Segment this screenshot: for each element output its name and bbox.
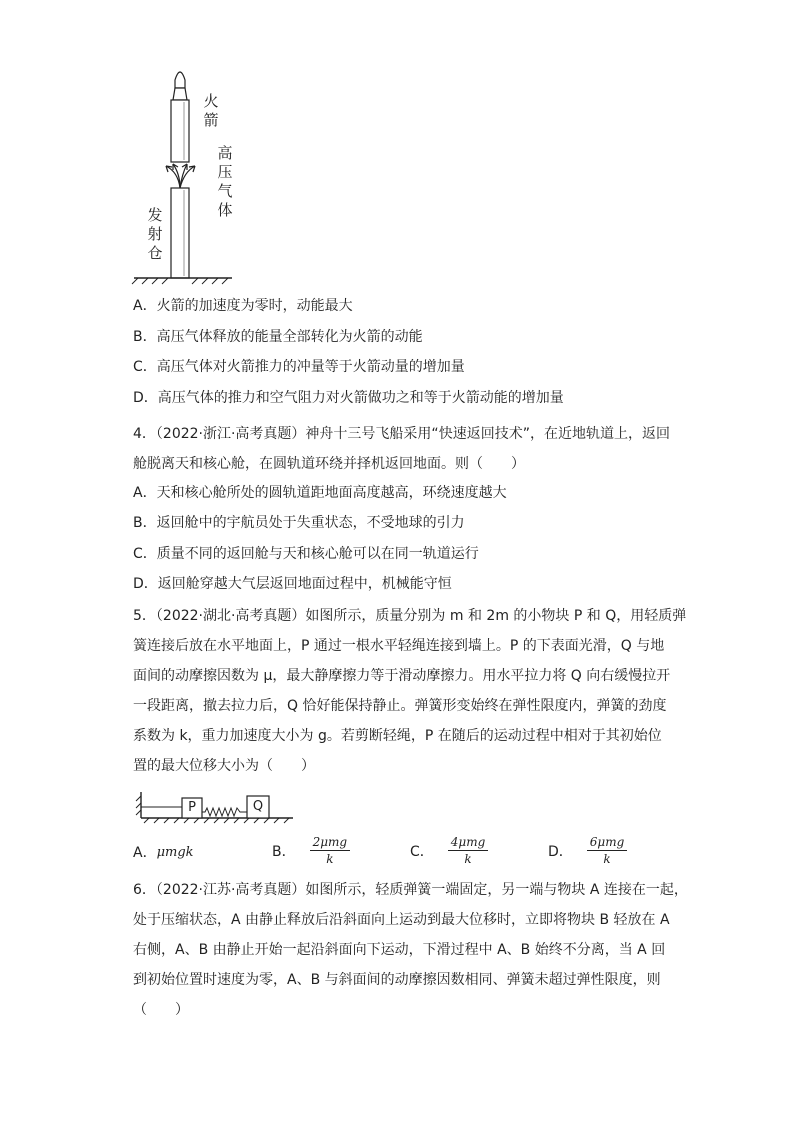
spring-diagram [135, 790, 295, 824]
chamber-label-char: 发 [147, 206, 163, 224]
q4-option-d: D．返回舱穿越大气层返回地面过程中，机械能守恒 [133, 576, 452, 592]
gas-label-char: 体 [217, 201, 233, 219]
q3-option-d: D．高压气体的推力和空气阻力对火箭做功之和等于火箭动能的增加量 [133, 390, 564, 406]
fraction-denominator: k [603, 852, 611, 866]
block-q-label: Q [252, 799, 264, 814]
q5-stem-line: 面间的动摩擦因数为 μ，最大静摩擦力等于滑动摩擦力。用水平拉力将 Q 向右缓慢拉开 [133, 668, 671, 684]
q5-option-c [410, 835, 488, 866]
chamber-label-char: 射 [147, 225, 163, 243]
q6-stem-line: 右侧，A、B 由静止开始一起沿斜面向下运动，下滑过程中 A、B 始终不分离，当 A 回 [133, 942, 666, 958]
q3-option-b: B．高压气体释放的能量全部转化为火箭的动能 [133, 329, 423, 345]
q4-option-b: B．返回舱中的宇航员处于失重状态，不受地球的引力 [133, 515, 465, 531]
fraction [448, 835, 489, 866]
chamber-label [146, 206, 164, 263]
fraction-denominator: k [464, 852, 472, 866]
spring-blocks-figure [135, 790, 295, 824]
fraction [310, 835, 351, 866]
q6-stem-line: 处于压缩状态，A 由静止释放后沿斜面向上运动到最大位移时，立即将物块 B 轻放在 A [133, 912, 670, 928]
gas-label-char: 高 [217, 144, 233, 162]
rocket-label-char: 箭 [203, 111, 219, 129]
fraction [587, 835, 628, 866]
q3-option-c: C．高压气体对火箭推力的冲量等于火箭动量的增加量 [133, 359, 465, 375]
q6-stem-line: （ ） [133, 1002, 189, 1018]
q5-stem-line: 置的最大位移大小为（ ） [133, 758, 315, 774]
q5-stem-line: 一段距离，撤去拉力后，Q 恰好能保持静止。弹簧形变始终在弹性限度内，弹簧的劲度 [133, 698, 667, 714]
q4-stem [133, 419, 670, 479]
q6-stem [133, 875, 688, 1025]
q5-stem [133, 601, 687, 781]
rocket-diagram [120, 60, 260, 285]
rocket-label-char: 火 [203, 92, 219, 110]
q5-option-a [133, 842, 194, 862]
rocket-launch-figure [120, 60, 260, 285]
option-letter: D． [548, 843, 573, 860]
gas-label-char: 气 [217, 182, 233, 200]
fraction-denominator: k [326, 852, 334, 866]
rocket-label [202, 92, 220, 130]
q6-stem-line: 6．（2022·江苏·高考真题）如图所示，轻质弹簧一端固定，另一端与物块 A 连接在一起， [133, 882, 688, 898]
option-letter: C． [410, 843, 434, 860]
fraction-numerator: 2μmg [310, 835, 351, 851]
q4-option-c: C．质量不同的返回舱与天和核心舱可以在同一轨道运行 [133, 546, 479, 562]
fraction-numerator: 4μmg [448, 835, 489, 851]
fraction-numerator: 6μmg [587, 835, 628, 851]
q5-option-b [272, 835, 350, 866]
q5-stem-line: 系数为 k，重力加速度大小为 g。若剪断轻绳，P 在随后的运动过程中相对于其初始位 [133, 728, 662, 744]
gas-label-char: 压 [217, 163, 233, 181]
q5-stem-line: 5．（2022·湖北·高考真题）如图所示，质量分别为 m 和 2m 的小物块 P 和 Q，用轻质弹 [133, 608, 687, 624]
block-p-label: P [188, 800, 196, 815]
q4-stem-line: 4．（2022·浙江·高考真题）神舟十三号飞船采用“快速返回技术”，在近地轨道上，返回 [133, 426, 670, 442]
option-letter: A． [133, 845, 157, 861]
q6-stem-line: 到初始位置时速度为零，A、B 与斜面间的动摩擦因数相同、弹簧未超过弹性限度，则 [133, 972, 661, 988]
gas-label [216, 144, 234, 220]
q4-option-a: A．天和核心舱所处的圆轨道距地面高度越高，环绕速度越大 [133, 485, 507, 501]
option-letter: B． [272, 843, 296, 860]
q5-stem-line: 簧连接后放在水平地面上，P 通过一根水平轻绳连接到墙上。P 的下表面光滑，Q 与地 [133, 638, 665, 654]
option-expr: μmgk [156, 844, 194, 860]
q3-option-a: A．火箭的加速度为零时，动能最大 [133, 298, 353, 314]
chamber-label-char: 仓 [147, 244, 163, 262]
q4-stem-line: 舱脱离天和核心舱，在圆轨道环绕并择机返回地面。则（ ） [133, 456, 525, 472]
q5-option-d [548, 835, 627, 866]
